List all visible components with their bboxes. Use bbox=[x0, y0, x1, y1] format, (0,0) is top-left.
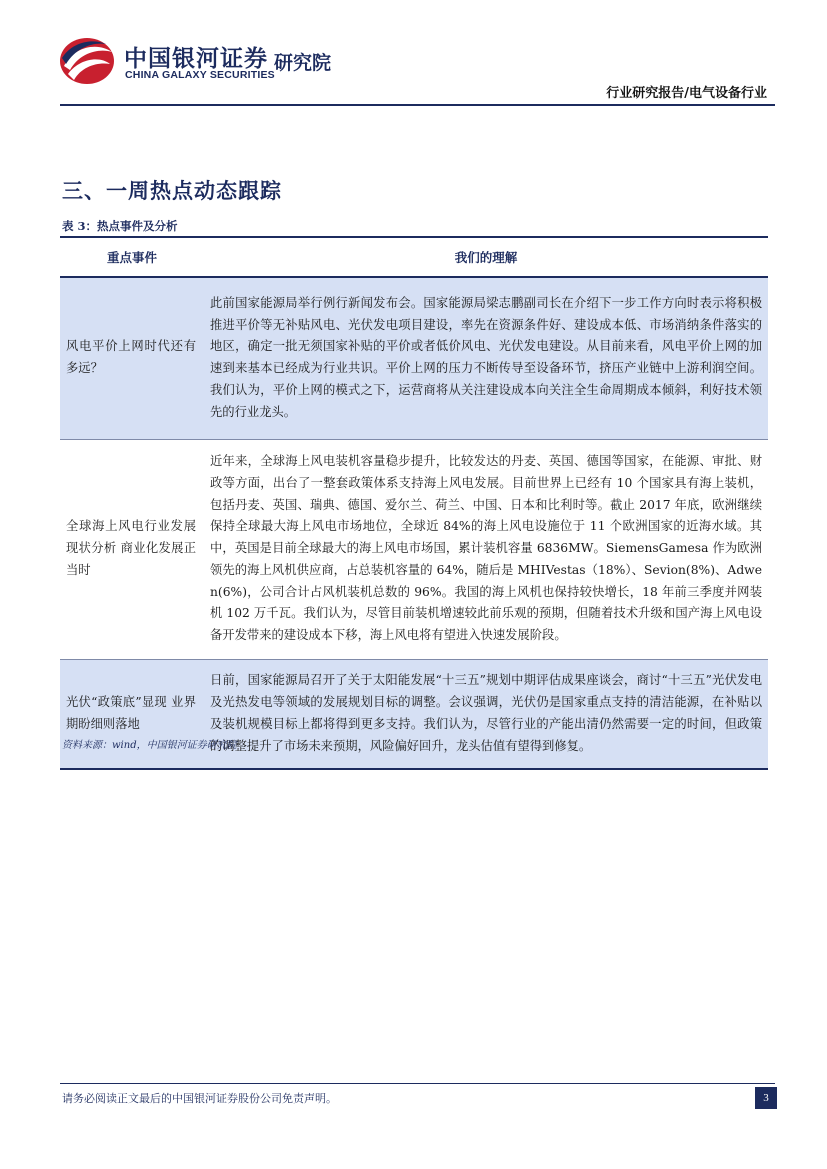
table-caption: 表 3：热点事件及分析 bbox=[62, 219, 178, 233]
footer-divider bbox=[60, 1083, 775, 1084]
analysis-cell: 此前国家能源局举行例行新闻发布会。国家能源局梁志鹏副司长在介绍下一步工作方向时表示将积极推进平价等无补贴风电、光伏发电项目建设，率先在资源条件好、建设成本低、市场消纳条件落实的地区，确定一批无须国家补贴的平价或者低价风电、光伏发电建设。从目前来看，风电平价上网的加速到来基本已经成为行业共识。平价上网的压力不断传导至设备环节，挤压产业链中上游利润空间。我们认为，平价上网的模式之下，运营商将从关注建设成本向关注全生命周期成本倾斜，利好技术领先的行业龙头。 bbox=[204, 277, 768, 439]
hot-events-table bbox=[60, 236, 768, 770]
table-row bbox=[60, 439, 768, 659]
page-number: 3 bbox=[755, 1087, 777, 1109]
table-row bbox=[60, 659, 768, 769]
column-header-event: 重点事件 bbox=[60, 237, 204, 277]
event-cell: 风电平价上网时代还有多远？ bbox=[60, 277, 204, 439]
brand-name-en: CHINA GALAXY SECURITIES bbox=[125, 69, 275, 81]
report-category: 行业研究报告/电气设备行业 bbox=[606, 86, 767, 101]
page-header bbox=[0, 0, 827, 110]
galaxy-logo-icon bbox=[58, 36, 116, 86]
event-cell: 全球海上风电行业发展现状分析 商业化发展正当时 bbox=[60, 439, 204, 659]
section-title: 三、一周热点动态跟踪 bbox=[62, 179, 282, 203]
column-header-analysis: 我们的理解 bbox=[204, 237, 768, 277]
brand-name-cn: 中国银河证券 bbox=[124, 46, 268, 72]
disclaimer-note: 请务必阅读正文最后的中国银河证券股份公司免责声明。 bbox=[62, 1092, 337, 1105]
header-divider bbox=[60, 104, 775, 106]
analysis-cell: 日前，国家能源局召开了关于太阳能发展“十三五”规划中期评估成果座谈会，商讨“十三五”光伏发电及光热发电等领域的发展规划目标的调整。会议强调，光伏仍是国家重点支持的清洁能源，在补贴以及装机规模目标上都将得到更多支持。我们认为，尽管行业的产能出清仍然需要一定的时间，但政策的调整提升了市场未来预期，风险偏好回升，龙头估值有望得到修复。 bbox=[204, 659, 768, 769]
table-header-row bbox=[60, 237, 768, 277]
analysis-cell: 近年来，全球海上风电装机容量稳步提升，比较发达的丹麦、英国、德国等国家，在能源、审批、财政等方面，出台了一整套政策体系支持海上风电发展。目前世界上已经有 10 个国家具有海上装机，包括丹麦、英国、瑞典、德国、爱尔兰、荷兰、中国、日本和比利时等。截止 2017 年底，欧洲继续保持全球最大海上风电市场地位，全球近 84%的海上风电设施位于 11 个欧洲国家的近海水域。其中，英国是目前全球最大的海上风电市场国，累计装机容量 6836MW。SiemensGamesa 作为欧洲领先的海上风机供应商，占总装机容量的 64%，随后是 MHIVestas（18%）、Sevion(8%)、Adwen(6%)，公司合计占风机装机总数的 96%。我国的海上风机也保持较快增长，18 年前三季度并网装机 102 万千瓦。我们认为，尽管目前装机增速较此前乐观的预期，但随着技术升级和国产海上风电设备开发带来的建设成本下移，海上风电将有望进入快速发展阶段。 bbox=[204, 439, 768, 659]
event-cell: 光伏“政策底”显现 业界期盼细则落地 bbox=[60, 659, 204, 769]
institute-label: 研究院 bbox=[274, 52, 332, 74]
table-source-note: 资料来源：wind，中国银河证券研究院 bbox=[62, 740, 237, 751]
table-row bbox=[60, 277, 768, 439]
